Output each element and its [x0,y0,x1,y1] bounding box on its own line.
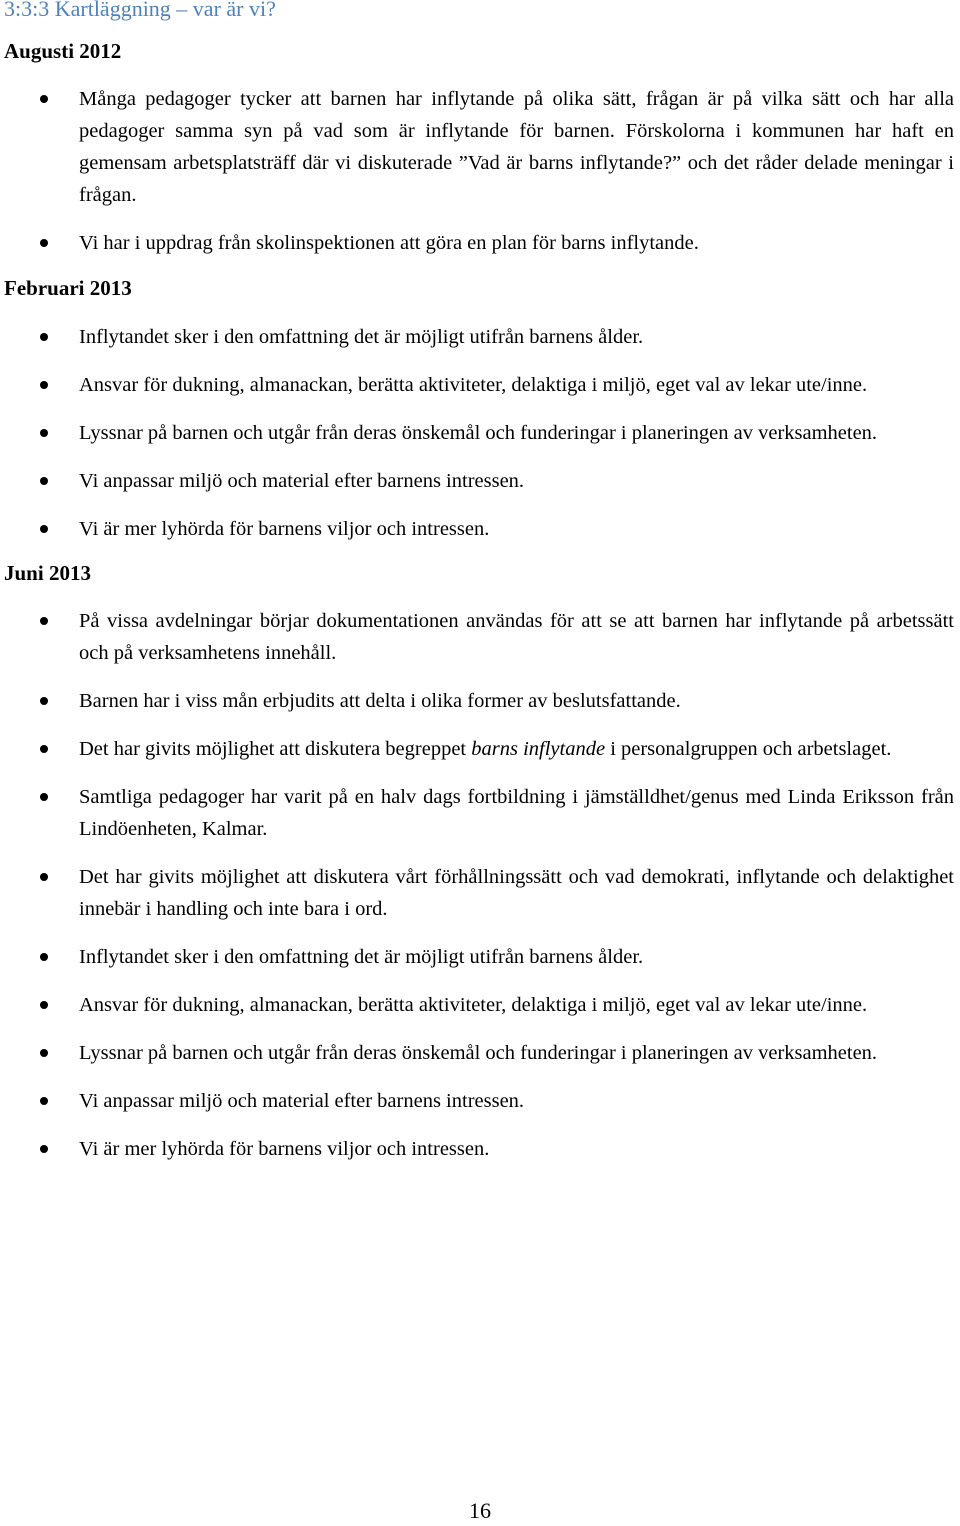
bullet-icon [40,1001,48,1009]
document-body [0,36,960,1165]
section-heading: 3:3:3 Kartläggning – var är vi? [4,0,276,21]
bullet-text: Vi anpassar miljö och material efter barnens intressen. [79,1090,525,1112]
bullet-icon [40,1049,48,1057]
bullet-item [0,733,960,765]
bullet-text: i personalgruppen och arbetslaget. [605,738,892,760]
bullet-text: Vi är mer lyhörda för barnens viljor och intressen. [79,1138,490,1160]
bullet-text: Vi är mer lyhörda för barnens viljor och intressen. [79,518,490,540]
bullet-item [0,369,960,401]
bullet-icon [40,745,48,753]
bullet-text: Inflytandet sker i den omfattning det är möjligt utifrån barnens ålder. [79,946,644,968]
bullet-text: Inflytandet sker i den omfattning det är möjligt utifrån barnens ålder. [79,326,644,348]
bullet-list [0,83,960,259]
bullet-icon [40,381,48,389]
bullet-icon [40,873,48,881]
bullet-text: Det har givits möjlighet att diskutera vårt förhållningssätt och vad demokrati, inflytande och delaktighet innebär i handling och inte bara i ord. [79,866,954,920]
section-title: Augusti 2012 [4,39,122,63]
section-title: Juni 2013 [4,561,91,585]
bullet-text: Ansvar för dukning, almanackan, berätta aktiviteter, delaktiga i miljö, eget val av lekar ute/inne. [79,374,868,396]
bullet-text: Samtliga pedagoger har varit på en halv dags fortbildning i jämställdhet/genus med Linda Eriksson från Lindöenheten, Kalmar. [79,786,954,840]
bullet-icon [40,429,48,437]
bullet-icon [40,793,48,801]
bullet-icon [40,333,48,341]
section-title: Februari 2013 [4,276,132,300]
section-augusti-2012 [0,36,960,259]
bullet-text: Vi anpassar miljö och material efter barnens intressen. [79,470,525,492]
bullet-text: På vissa avdelningar börjar dokumentationen användas för att se att barnen har inflytande på arbetssätt och på verksamhetens innehåll. [79,610,954,664]
bullet-item [0,861,960,925]
bullet-text: Ansvar för dukning, almanackan, berätta aktiviteter, delaktiga i miljö, eget val av lekar ute/inne. [79,994,868,1016]
section-februari-2013 [0,273,960,545]
bullet-item [0,1085,960,1117]
bullet-icon [40,525,48,533]
bullet-list [0,321,960,545]
bullet-item [0,321,960,353]
bullet-item [0,605,960,669]
bullet-icon [40,617,48,625]
bullet-icon [40,239,48,247]
bullet-icon [40,1097,48,1105]
bullet-list [0,605,960,1165]
bullet-item [0,685,960,717]
bullet-icon [40,697,48,705]
bullet-item [0,1037,960,1069]
bullet-icon [40,1145,48,1153]
bullet-icon [40,953,48,961]
bullet-emphasis: barns inflytande [471,738,606,760]
bullet-item [0,465,960,497]
bullet-item [0,227,960,259]
page-number: 16 [469,1498,491,1523]
bullet-item [0,83,960,211]
bullet-item [0,989,960,1021]
bullet-icon [40,477,48,485]
section-juni-2013 [0,558,960,1165]
bullet-text: Många pedagoger tycker att barnen har inflytande på olika sätt, frågan är på vilka sätt och har alla pedagoger samma syn på vad som är inflytande för barnen. Förskolorna i kommunen har haft en gemensam arbetsplatsträff där vi diskuterade ”Vad är barns inflytande?” och det råder delade meningar i frågan. [79,88,954,206]
bullet-text: Lyssnar på barnen och utgår från deras önskemål och funderingar i planeringen av verksamheten. [79,422,878,444]
bullet-text: Vi har i uppdrag från skolinspektionen att göra en plan för barns inflytande. [79,232,699,254]
bullet-item [0,1133,960,1165]
bullet-item [0,417,960,449]
bullet-icon [40,95,48,103]
bullet-item [0,513,960,545]
bullet-text: Det har givits möjlighet att diskutera begreppet [79,738,472,760]
bullet-item [0,941,960,973]
bullet-text: Lyssnar på barnen och utgår från deras önskemål och funderingar i planeringen av verksamheten. [79,1042,878,1064]
bullet-text: Barnen har i viss mån erbjudits att delta i olika former av beslutsfattande. [79,690,681,712]
bullet-item [0,781,960,845]
